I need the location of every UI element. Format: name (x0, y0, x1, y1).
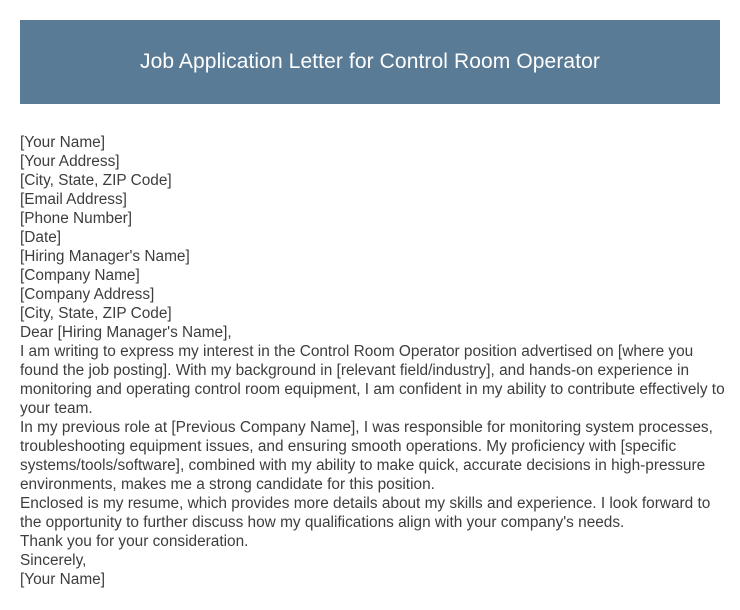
letter-body (20, 133, 726, 589)
company-name: [Company Name] (20, 267, 140, 284)
signature-name: [Your Name] (20, 571, 105, 588)
title-banner (20, 20, 720, 104)
paragraph-experience: In my previous role at [Previous Company Name], I was responsible for monitoring system processes, troubleshooting equipment issues, and ensuring smooth operations. My proficiency with [specific systems/tools/software], combined with my ability to make quick, accurate decisions in high-pressure environments, makes me a strong candidate for this position. (20, 419, 713, 493)
sender-email: [Email Address] (20, 191, 127, 208)
paragraph-intro: I am writing to express my interest in the Control Room Operator position advertised on [where you found the job posting]. With my background in [relevant field/industry], and hands-on experience in monitoring and operating control room equipment, I am confident in my ability to contribute effectively to your team. (20, 343, 725, 417)
recipient-name: [Hiring Manager's Name] (20, 248, 190, 265)
thanks-line: Thank you for your consideration. (20, 533, 249, 550)
company-city: [City, State, ZIP Code] (20, 305, 172, 322)
company-address: [Company Address] (20, 286, 155, 303)
salutation: Dear [Hiring Manager's Name], (20, 324, 232, 341)
sender-address: [Your Address] (20, 153, 120, 170)
closing: Sincerely, (20, 552, 87, 569)
sender-city: [City, State, ZIP Code] (20, 172, 172, 189)
paragraph-enclosure: Enclosed is my resume, which provides more details about my skills and experience. I look forward to the opportunity to further discuss how my qualifications align with your company's needs. (20, 495, 711, 531)
sender-name: [Your Name] (20, 134, 105, 151)
letter-date: [Date] (20, 229, 62, 246)
sender-phone: [Phone Number] (20, 210, 133, 227)
page-title: Job Application Letter for Control Room Operator (139, 50, 601, 73)
